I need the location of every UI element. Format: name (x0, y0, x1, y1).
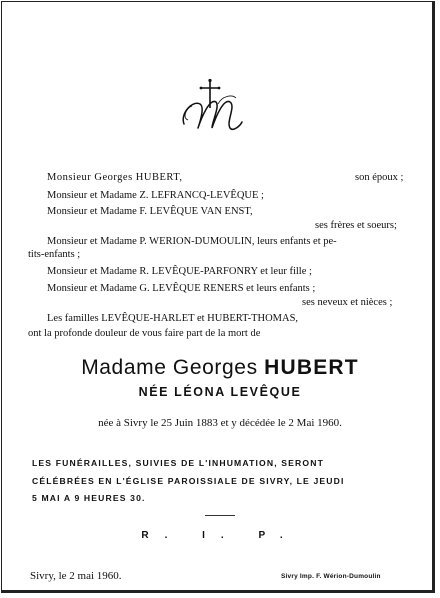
line-1: Monsieur Georges HUBERT, (47, 172, 183, 183)
deceased-title: Madame Georges (81, 356, 258, 379)
rip-text: R. I. P. (141, 530, 299, 541)
line-6: tits-enfants ; (28, 249, 81, 260)
divider (205, 515, 235, 516)
cross-monogram-icon (178, 78, 258, 134)
funeral-line-1: LES FUNÉRAILLES, SUIVIES DE L'INHUMATION, SERONT (32, 458, 324, 468)
funeral-line-2: CÉLÉBRÉES EN L'ÉGLISE PAROISSIALE DE SIVRY, LE JEUDI (32, 476, 345, 486)
line-8: Monsieur et Madame G. LEVÊQUE RENERS et leurs enfants ; (47, 283, 316, 294)
line-3: Monsieur et Madame F. LEVÊQUE VAN ENST, (47, 206, 253, 217)
line-11: ont la profonde douleur de vous faire part de la mort de (28, 328, 261, 339)
line-4-relation: ses frères et soeurs; (315, 220, 397, 231)
printer-credit: Sivry Imp. F. Wérion-Dumoulin (281, 573, 381, 580)
deceased-name (0, 356, 440, 380)
line-1-relation: son époux ; (355, 172, 404, 183)
place-date: Sivry, le 2 mai 1960. (30, 570, 122, 582)
deceased-maiden-name: NÉE LÉONA LEVÊQUE (138, 385, 302, 399)
line-7: Monsieur et Madame R. LEVÊQUE-PARFONRY et leur fille ; (47, 266, 312, 277)
funeral-line-3: 5 MAI A 9 HEURES 30. (32, 493, 146, 503)
line-5: Monsieur et Madame P. WERION-DUMOULIN, leurs enfants et pe- (47, 236, 337, 247)
birth-death-dates: née à Sivry le 25 Juin 1883 et y décédée le 2 Mai 1960. (98, 417, 342, 429)
deceased-surname: HUBERT (264, 356, 359, 379)
line-9-relation: ses neveux et nièces ; (302, 297, 393, 308)
line-10: Les familles LEVÊQUE-HARLET et HUBERT-THOMAS, (47, 313, 299, 324)
line-2: Monsieur et Madame Z. LEFRANCQ-LEVÊQUE ; (47, 190, 264, 201)
